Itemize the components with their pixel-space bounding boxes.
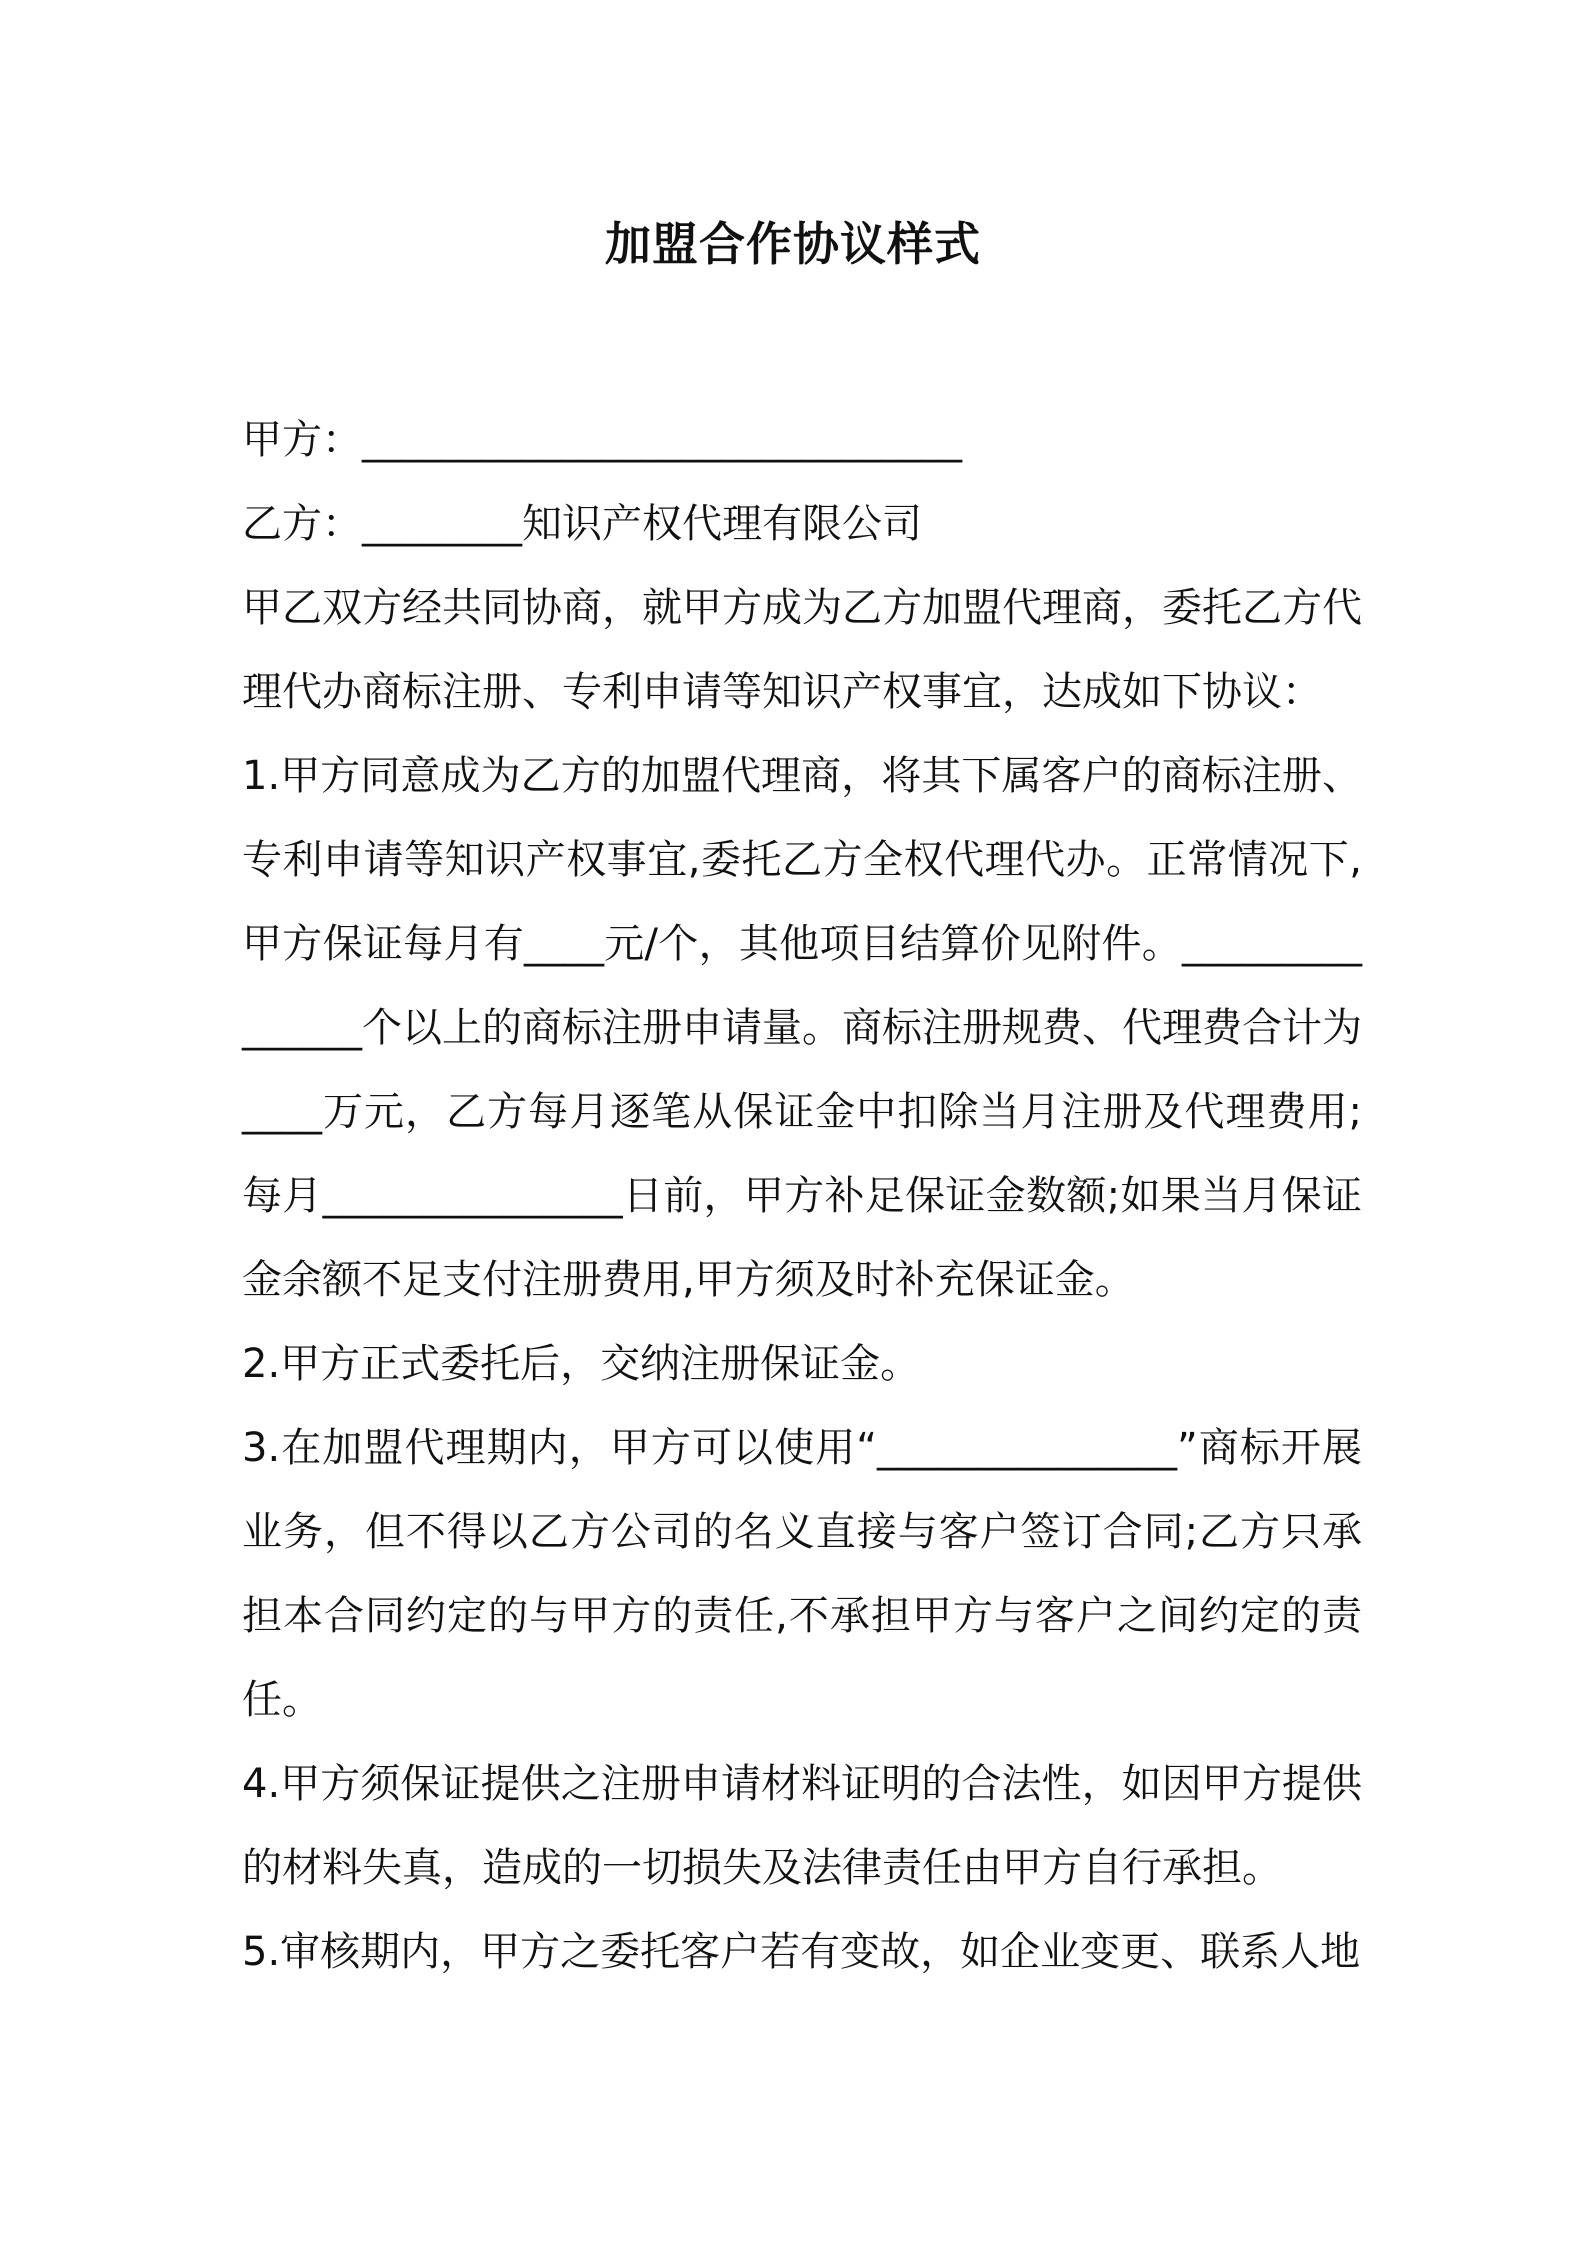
preamble-paragraph: 甲乙双方经共同协商，就甲方成为乙方加盟代理商，委托乙方代理代办商标注册、专利申请等知识产权事宜，达成如下协议： — [242, 585, 1362, 715]
clause-4: 4.甲方须保证提供之注册申请材料证明的合法性，如因甲方提供的材料失真，造成的一切损失及法律责任由甲方自行承担。 — [242, 1761, 1362, 1891]
clause-5: 5.审核期内，甲方之委托客户若有变故，如企业变更、联系人地 — [242, 1929, 1361, 1975]
party-a-line: 甲方：______________________________ — [242, 417, 962, 463]
party-b-line: 乙方：________知识产权代理有限公司 — [242, 501, 922, 547]
document-body — [242, 398, 1362, 1994]
clause-1: 1.甲方同意成为乙方的加盟代理商，将其下属客户的商标注册、专利申请等知识产权事宜,委托乙方全权代理代办。正常情况下,甲方保证每月有____元/个，其他项目结算价见附件。_______________个以上的商标注册申请量。商标注册规费、代理费合计为____万元，乙方每月逐笔从保证金中扣除当月注册及代理费用;每月_______________日前，甲方补足保证金数额;如果当月保证金余额不足支付注册费用,甲方须及时补充保证金。 — [242, 753, 1362, 1303]
clause-2: 2.甲方正式委托后，交纳注册保证金。 — [242, 1341, 921, 1387]
clause-3: 3.在加盟代理期内，甲方可以使用“_______________”商标开展业务，但不得以乙方公司的名义直接与客户签订合同;乙方只承担本合同约定的与甲方的责任,不承担甲方与客户之间约定的责任。 — [242, 1425, 1362, 1723]
document-title: 加盟合作协议样式 — [605, 217, 981, 271]
